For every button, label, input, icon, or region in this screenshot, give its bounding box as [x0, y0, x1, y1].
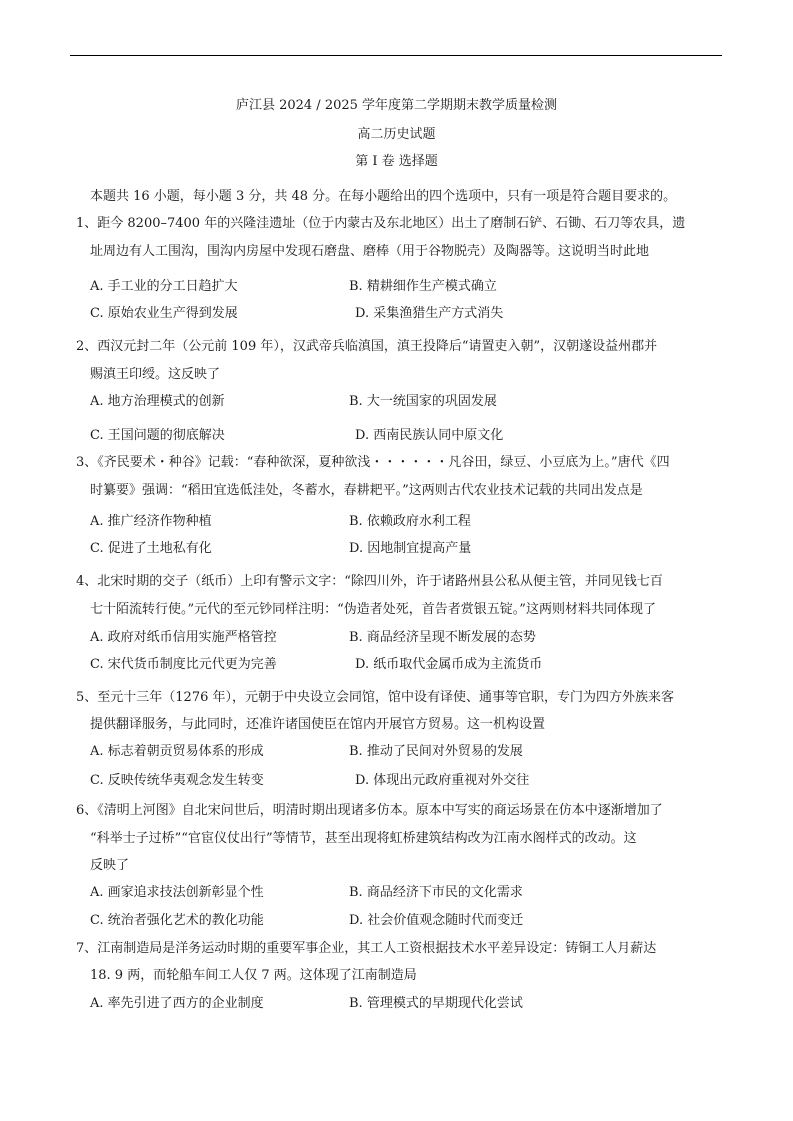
question-6-option-c: C. 统治者强化艺术的教化功能	[90, 913, 264, 928]
question-4-option-c: C. 宋代货币制度比元代更为完善	[90, 657, 277, 672]
question-4-line-2: 七十陌流转行使。”元代的至元钞同样注明：“伪造者处死，首告者赏银五锭。”这两则材料共同体现了	[90, 602, 656, 617]
question-2-option-b: B. 大一统国家的巩固发展	[349, 394, 497, 409]
exam-title: 庐江县 2024 / 2025 学年度第二学期期末教学质量检测	[235, 98, 558, 113]
question-5-option-d: D. 体现出元政府重视对外交往	[355, 773, 530, 788]
question-5-option-a: A. 标志着朝贡贸易体系的形成	[90, 744, 264, 759]
question-3-option-a: A. 推广经济作物种植	[90, 514, 212, 529]
instructions: 本题共 16 小题，每小题 3 分，共 48 分。在每小题给出的四个选项中，只有一项是符合题目要求的。	[90, 189, 677, 204]
question-6-line-1: 6、《清明上河图》自北宋问世后，明清时期出现诸多仿本。原本中写实的商运场景在仿本中逐渐增加了	[76, 803, 663, 818]
section-heading: 第 Ⅰ 卷 选择题	[355, 154, 438, 169]
question-3-line-2: 时纂要》强调：“稻田宜选低洼处，冬蓄水，春耕耙平。”这两则古代农业技术记载的共同出发点是	[90, 483, 643, 498]
question-3-option-d: D. 因地制宜提高产量	[349, 541, 472, 556]
question-3-option-c: C. 促进了土地私有化	[90, 541, 212, 556]
exam-subtitle: 高二历史试题	[357, 127, 436, 142]
question-6-line-2: “科举士子过桥”“官宦仪仗出行”等情节，甚至出现将虹桥建筑结构改为江南水阁样式的改动。这	[90, 831, 637, 846]
question-1-option-c: C. 原始农业生产得到发展	[90, 306, 238, 321]
question-2-option-d: D. 西南民族认同中原文化	[355, 428, 504, 443]
question-4-option-d: D. 纸币取代金属币成为主流货币	[355, 657, 543, 672]
question-5-line-2: 提供翻译服务，与此同时，还准许诸国使臣在馆内开展官方贸易。这一机构设置	[90, 717, 546, 732]
question-1-line-2: 址周边有人工围沟，围沟内房屋中发现石磨盘、磨棒（用于谷物脱壳）及陶器等。这说明当时此地	[90, 244, 650, 259]
question-5-option-b: B. 推动了民间对外贸易的发展	[349, 744, 523, 759]
question-2-line-2: 赐滇王印绶。这反映了	[90, 367, 221, 382]
question-5-line-1: 5、至元十三年（1276 年），元朝于中央设立会同馆，馆中设有译使、通事等官职，专门为四方外族来客	[76, 690, 674, 705]
question-5-option-c: C. 反映传统华夷观念发生转变	[90, 773, 264, 788]
question-2-line-1: 2、西汉元封二年（公元前 109 年），汉武帝兵临滇国，滇王投降后“请置吏入朝”，汉朝遂设益州郡并	[76, 339, 658, 354]
question-6-option-d: D. 社会价值观念随时代而变迁	[349, 913, 524, 928]
question-7-option-b: B. 管理模式的早期现代化尝试	[349, 996, 523, 1011]
question-7-line-2: 18. 9 两，而轮船车间工人仅 7 两。这体现了江南制造局	[90, 968, 417, 983]
question-4-option-a: A. 政府对纸币信用实施严格管控	[90, 630, 277, 645]
question-6-line-3: 反映了	[90, 858, 130, 873]
question-6-option-a: A. 画家追求技法创新彰显个性	[90, 885, 264, 900]
question-1-option-a: A. 手工业的分工日趋扩大	[90, 279, 238, 294]
question-1-option-b: B. 精耕细作生产模式确立	[349, 279, 497, 294]
question-3-line-1: 3、《齐民要术・种谷》记载：“春种欲深，夏种欲浅・・・・・・凡谷田，绿豆、小豆底为上。”唐代《四	[76, 455, 670, 470]
question-4-option-b: B. 商品经济呈现不断发展的态势	[349, 630, 536, 645]
question-2-option-a: A. 地方治理模式的创新	[90, 394, 225, 409]
question-7-option-a: A. 率先引进了西方的企业制度	[90, 996, 264, 1011]
question-1-option-d: D. 采集渔猎生产方式消失	[355, 306, 504, 321]
question-1-line-1: 1、距今 8200–7400 年的兴隆洼遗址（位于内蒙古及东北地区）出土了磨制石铲、石锄、石刀等农具，遗	[76, 216, 686, 231]
question-6-option-b: B. 商品经济下市民的文化需求	[349, 885, 523, 900]
header-rule	[70, 55, 722, 56]
question-7-line-1: 7、江南制造局是洋务运动时期的重要军事企业，其工人工资根据技术水平差异设定：铸铜工人月薪达	[76, 941, 657, 956]
question-3-option-b: B. 依赖政府水利工程	[349, 514, 471, 529]
question-2-option-c: C. 王国问题的彻底解决	[90, 428, 225, 443]
question-4-line-1: 4、北宋时期的交子（纸币）上印有警示文字：“除四川外，许于诸路州县公私从便主管，并同见钱七百	[76, 574, 663, 589]
